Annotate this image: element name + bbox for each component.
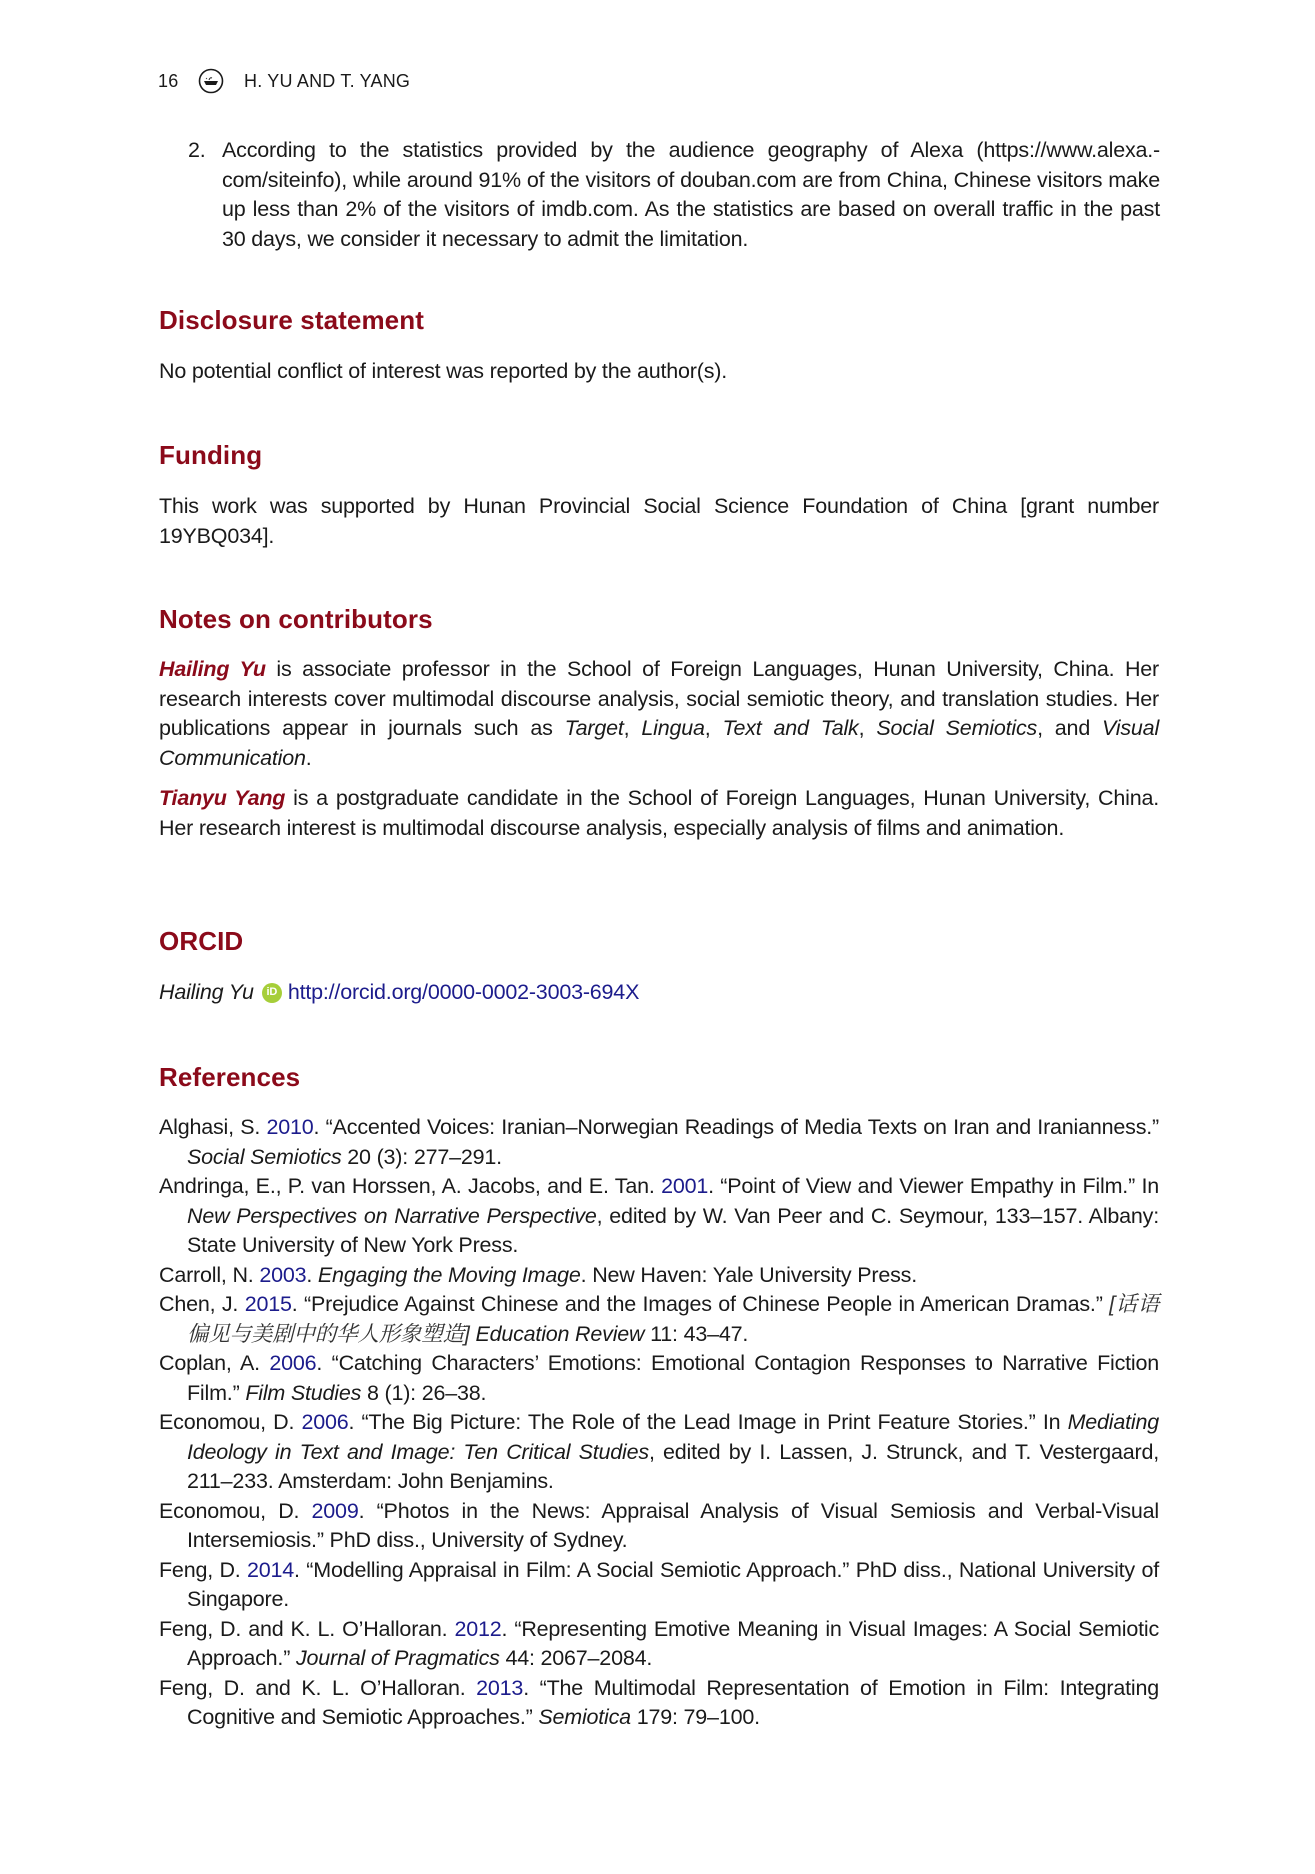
note-text: According to the statistics provided by the audience geography of Alexa (https://www.alexa.-com/siteinfo), while around 91% of the visitors of douban.com are from China, Chinese visitors make up less than 2% of the visitors of imdb.com. As the statistics are based on overall traffic in the past 30 days, we consider it necessary to admit the limitation. [222,138,1160,251]
reference-details: 20 (3): 277–291. [341,1144,502,1169]
separator: , and [1037,716,1103,740]
orcid-author-name: Hailing Yu [159,980,254,1004]
reference-item [159,1408,1159,1497]
orcid-entry [159,978,1159,1008]
reference-authors: Economou, D. [159,1498,312,1523]
reference-year-link[interactable]: 2001 [661,1174,709,1198]
reference-item [159,1290,1159,1349]
journal-title: Visual Communication [159,716,1160,770]
contributor-name: Hailing Yu [159,657,266,681]
reference-authors: Feng, D. [159,1557,248,1582]
reference-source: New Perspectives on Narrative Perspective [187,1203,597,1228]
reference-source: Education Review [469,1321,645,1346]
reference-details: 11: 43–47. [644,1321,749,1346]
endnote-2 [188,136,1160,254]
reference-authors: Coplan, A. [159,1351,270,1375]
reference-title: . “Modelling Appraisal in Film: A Social Semiotic Approach.” PhD diss., National University of Singapore. [187,1557,1159,1611]
separator: . [305,745,312,770]
reference-title: . “Accented Voices: Iranian–Norwegian Readings of Media Texts on Iran and Iranianness.” [313,1115,1159,1139]
note-number: 2. [188,138,206,162]
journal-logo-icon [198,68,224,94]
reference-details: 44: 2067–2084. [499,1646,653,1670]
reference-title: . “The Multimodal Representation of Emotion in Film: Integrating Cognitive and Semiotic Approaches.” [187,1675,1159,1729]
reference-chinese-title: [话语偏见与美剧中的华人形象塑造] [187,1292,1159,1346]
separator: , [704,716,723,740]
journal-title: Lingua [641,716,705,740]
reference-source: Mediating Ideology in Text and Image: Ten Critical Studies [187,1410,1160,1464]
reference-year-link[interactable]: 2006 [301,1410,349,1434]
reference-year-link[interactable]: 2006 [269,1351,317,1375]
orcid-link[interactable]: http://orcid.org/0000-0002-3003-694X [287,980,640,1004]
journal-title: Social Semiotics [876,716,1038,740]
contributor-bio [159,784,1159,843]
separator: , [623,716,642,740]
reference-list [159,1113,1159,1733]
reference-item [159,1615,1159,1674]
reference-source: Journal of Pragmatics [295,1646,500,1670]
journal-title: Target [564,716,624,740]
orcid-heading: ORCID [159,926,244,956]
reference-item [159,1172,1159,1261]
reference-title: . “Point of View and Viewer Empathy in Film.” In [708,1174,1160,1198]
reference-details: , edited by I. Lassen, J. Strunck, and T. Vestergaard, 211–233. Amsterdam: John Benjamins. [187,1439,1159,1493]
journal-title: Text and Talk [722,716,859,740]
running-head [158,68,410,94]
reference-item [159,1113,1159,1172]
reference-details: 8 (1): 26–38. [361,1380,487,1405]
reference-year-link[interactable]: 2015 [244,1292,292,1316]
reference-item [159,1497,1159,1556]
reference-title: . “Catching Characters’ Emotions: Emotional Contagion Responses to Narrative Fiction Film.” [187,1351,1159,1405]
reference-details: , edited by W. Van Peer and C. Seymour, 133–157. Albany: State University of New York Press. [187,1203,1159,1257]
reference-details: . New Haven: Yale University Press. [580,1262,917,1287]
reference-item [159,1674,1159,1733]
funding-text: This work was supported by Hunan Provincial Social Science Foundation of China [grant number 19YBQ034]. [159,494,1159,548]
reference-title: . “Representing Emotive Meaning in Visual Images: A Social Semiotic Approach.” [187,1616,1160,1670]
separator: , [858,716,877,740]
reference-authors: Feng, D. and K. L. O’Halloran. [159,1616,455,1641]
contributor-bio [159,655,1159,773]
disclosure-heading: Disclosure statement [159,305,424,335]
reference-authors: Carroll, N. [159,1262,260,1287]
reference-title: . [306,1262,318,1287]
reference-year-link[interactable]: 2003 [259,1262,307,1287]
reference-source: Semiotica [538,1705,631,1729]
reference-details: 179: 79–100. [630,1705,760,1729]
contributor-name: Tianyu Yang [159,786,286,810]
contributors-heading: Notes on contributors [159,604,433,634]
bio-text: is a postgraduate candidate in the School of Foreign Languages, Hunan University, China. Her research interest is multimodal discourse analysis, especially analysis of films and animation. [159,786,1159,840]
reference-year-link[interactable]: 2012 [454,1616,502,1641]
page-number: 16 [158,70,179,91]
reference-source: Social Semiotics [187,1144,342,1169]
running-head-authors: H. YU AND T. YANG [244,70,411,91]
reference-title: . “Prejudice Against Chinese and the Images of Chinese People in American Dramas.” [291,1292,1110,1316]
reference-authors: Chen, J. [159,1292,245,1316]
reference-year-link[interactable]: 2010 [266,1115,314,1139]
reference-year-link[interactable]: 2013 [476,1675,524,1700]
reference-item [159,1349,1159,1408]
reference-title: . “The Big Picture: The Role of the Lead Image in Print Feature Stories.” In [348,1410,1068,1434]
reference-year-link[interactable]: 2014 [247,1557,295,1582]
reference-item [159,1556,1159,1615]
reference-year-link[interactable]: 2009 [311,1498,359,1523]
reference-title: . “Photos in the News: Appraisal Analysis of Visual Semiosis and Verbal-Visual Intersemiosis.” PhD diss., University of Sydney. [187,1498,1159,1552]
references-heading: References [159,1062,301,1092]
reference-authors: Andringa, E., P. van Horssen, A. Jacobs, and E. Tan. [159,1174,662,1198]
reference-authors: Economou, D. [159,1410,302,1434]
bio-text: is associate professor in the School of Foreign Languages, Hunan University, China. Her research interests cover multimodal discourse analysis, social semiotic theory, and translation studies. Her publications appear in journals such as [159,657,1159,740]
orcid-icon: iD [262,983,282,1003]
reference-item [159,1261,1159,1291]
reference-authors: Alghasi, S. [159,1115,267,1139]
funding-heading: Funding [159,440,263,470]
reference-source: Engaging the Moving Image [317,1262,581,1287]
disclosure-text: No potential conflict of interest was reported by the author(s). [159,359,727,383]
reference-source: Film Studies [245,1380,362,1405]
reference-authors: Feng, D. and K. L. O’Halloran. [159,1675,477,1700]
